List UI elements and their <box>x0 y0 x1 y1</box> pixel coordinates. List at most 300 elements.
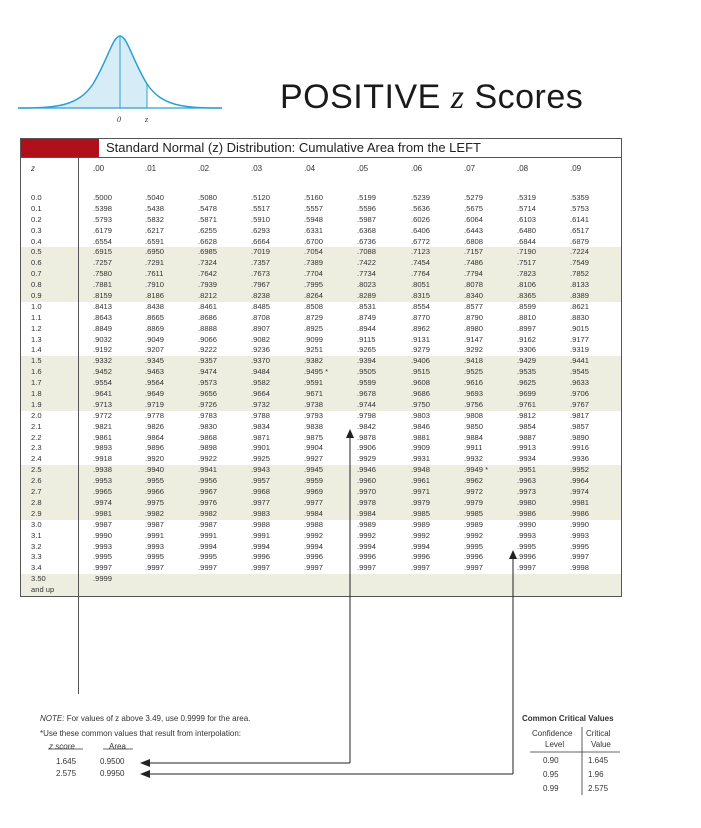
z-value-cell: 1.2 <box>31 323 42 333</box>
area-cell: .5793 <box>93 214 113 224</box>
area-cell: .9633 <box>570 378 590 388</box>
area-cell: .5120 <box>251 193 271 202</box>
area-cell: .9452 <box>93 367 113 377</box>
area-cell: .6628 <box>198 236 218 246</box>
area-cell: .8413 <box>93 301 113 311</box>
area-cell: .9996 <box>411 552 431 562</box>
area-cell: .9608 <box>411 378 431 388</box>
area-cell: .7157 <box>464 247 484 257</box>
area-cell: .6443 <box>464 225 484 235</box>
area-cell: .9997 <box>93 563 113 573</box>
area-cell: .9803 <box>411 410 431 420</box>
z-value-cell: 2.5 <box>31 465 42 475</box>
area-cell: .9699 <box>517 389 537 399</box>
area-cell: .9913 <box>517 443 537 453</box>
area-cell: .9306 <box>517 345 537 355</box>
area-cell: .9960 <box>357 476 377 486</box>
area-cell: .9979 <box>464 497 484 507</box>
area-cell: .9871 <box>251 432 271 442</box>
note-label: NOTE: <box>40 714 65 723</box>
note-line-1 <box>40 714 250 723</box>
area-cell: .7939 <box>198 280 218 290</box>
area-cell: .5199 <box>357 193 377 202</box>
area-cell: .9992 <box>411 530 431 540</box>
area-cell: .6255 <box>198 225 218 235</box>
area-cell: .8708 <box>251 312 271 322</box>
z-label: z <box>145 115 149 124</box>
z-value-cell: 0.9 <box>31 291 42 301</box>
area-cell: .7257 <box>93 258 113 268</box>
area-cell: .6915 <box>93 247 113 257</box>
area-cell: .9778 <box>145 410 165 420</box>
area-cell: .9981 <box>570 497 590 507</box>
area-cell: .8186 <box>145 291 165 301</box>
column-header: z <box>31 164 35 173</box>
area-cell: .8315 <box>411 291 431 301</box>
area-cell: .9505 <box>357 367 377 377</box>
area-cell: .7088 <box>357 247 377 257</box>
area-cell: .9535 <box>517 367 537 377</box>
column-header: .09 <box>570 164 582 173</box>
area-cell: .6179 <box>93 225 113 235</box>
area-cell: .9382 <box>304 356 324 366</box>
area-cell: .9115 <box>357 334 376 344</box>
area-cell: .8888 <box>198 323 218 333</box>
z-value-cell: 1.5 <box>31 356 42 366</box>
area-cell: .9996 <box>304 552 324 562</box>
area-cell: .9918 <box>93 454 113 464</box>
area-cell: .9846 <box>411 421 431 431</box>
area-cell: .9998 <box>570 563 590 573</box>
area-cell: .5596 <box>357 203 377 213</box>
area-cell: .9973 <box>517 487 537 497</box>
area-cell: .9582 <box>251 378 271 388</box>
area-cell: .9878 <box>357 432 377 442</box>
area-cell: .9808 <box>464 410 484 420</box>
area-cell: .9015 <box>570 323 590 333</box>
area-cell: .9948 <box>411 465 431 475</box>
area-cell: .9991 <box>145 530 165 540</box>
area-cell: .9817 <box>570 410 590 420</box>
area-cell: .9868 <box>198 432 218 442</box>
area-cell: .7224 <box>570 247 590 257</box>
z-value-cell: 0.8 <box>31 280 42 290</box>
area-cell: .5438 <box>145 203 165 213</box>
area-cell: .8997 <box>517 323 537 333</box>
area-cell: .8621 <box>570 301 590 311</box>
area-cell: .9963 <box>517 476 537 486</box>
z-value-cell: 1.8 <box>31 389 42 399</box>
area-cell: .9772 <box>93 410 113 420</box>
area-cell: .9980 <box>517 497 537 507</box>
area-cell: .9887 <box>517 432 537 442</box>
area-cell: .9987 <box>93 519 113 529</box>
area-cell: .8643 <box>93 312 113 322</box>
area-cell: .5160 <box>304 193 324 202</box>
area-cell: .7357 <box>251 258 271 268</box>
area-cell: .9995 <box>570 541 590 551</box>
area-cell: .9994 <box>198 541 218 551</box>
interp-area-1: 0.9500 <box>100 757 125 766</box>
area-cell: .9656 <box>198 389 218 399</box>
area-cell: .7995 <box>304 280 324 290</box>
area-cell: .9936 <box>570 454 590 464</box>
area-cell: .9969 <box>304 487 324 497</box>
area-cell: .9842 <box>357 421 377 431</box>
area-cell: .9993 <box>517 530 537 540</box>
area-cell: .9995 <box>517 541 537 551</box>
area-cell: .5239 <box>411 193 431 202</box>
area-cell: .9985 <box>464 508 484 518</box>
area-cell: .8962 <box>411 323 431 333</box>
area-cell: .9977 <box>251 497 271 507</box>
table-title: Standard Normal (z) Distribution: Cumulative Area from the LEFT <box>106 140 481 155</box>
area-cell: .9788 <box>251 410 271 420</box>
area-cell: .7910 <box>145 280 165 290</box>
column-header: .01 <box>145 164 157 173</box>
area-cell: .9564 <box>145 378 165 388</box>
area-cell: .9357 <box>198 356 218 366</box>
area-cell: .7549 <box>570 258 590 268</box>
z-value-cell: 2.8 <box>31 497 42 507</box>
area-cell: .6879 <box>570 236 590 246</box>
area-cell: .9222 <box>198 345 218 355</box>
area-cell: .9418 <box>464 356 484 366</box>
area-cell: .8830 <box>570 312 590 322</box>
z-value-cell: and up <box>31 585 55 595</box>
z-value-cell: 3.4 <box>31 563 42 573</box>
area-cell: .9952 <box>570 465 590 475</box>
area-cell: .9664 <box>251 389 271 399</box>
area-cell: .5753 <box>570 203 590 213</box>
area-cell: .7764 <box>411 269 431 279</box>
area-cell: .9265 <box>357 345 377 355</box>
column-header: .04 <box>304 164 316 173</box>
area-cell: .9949 * <box>464 465 489 475</box>
title-suffix: Scores <box>474 78 584 116</box>
area-cell: .7291 <box>145 258 165 268</box>
area-cell: .8531 <box>357 301 377 311</box>
area-cell: .5557 <box>304 203 324 213</box>
area-cell: .9207 <box>145 345 165 355</box>
z-value-cell: 0.6 <box>31 258 42 268</box>
area-cell: .8212 <box>198 291 218 301</box>
z-value-cell: 0.7 <box>31 269 42 279</box>
area-cell: .8023 <box>357 280 377 290</box>
area-cell: .9236 <box>251 345 271 355</box>
area-cell: .5832 <box>145 214 165 224</box>
interp-z-1: 1.645 <box>56 757 77 766</box>
area-cell: .9929 <box>357 454 377 464</box>
area-cell: .9671 <box>304 389 324 399</box>
area-cell: .9761 <box>517 399 537 409</box>
area-cell: .7517 <box>517 258 537 268</box>
area-cell: .9406 <box>411 356 431 366</box>
column-header: .08 <box>517 164 529 173</box>
area-cell: .9994 <box>251 541 271 551</box>
area-cell: .9988 <box>304 519 324 529</box>
area-cell: .9554 <box>93 378 113 388</box>
area-cell: .8944 <box>357 323 377 333</box>
z-value-cell: 1.3 <box>31 334 42 344</box>
area-cell: .9525 <box>464 367 484 377</box>
area-cell: .9987 <box>198 519 218 529</box>
area-cell: .9884 <box>464 432 484 442</box>
area-cell: .9985 <box>411 508 431 518</box>
area-cell: .9706 <box>570 389 590 399</box>
interp-header-area: Area <box>109 742 126 751</box>
area-cell: .9991 <box>251 530 271 540</box>
area-cell: .8577 <box>464 301 484 311</box>
area-cell: .9099 <box>304 334 324 344</box>
area-cell: .9984 <box>304 508 324 518</box>
area-cell: .7454 <box>411 258 431 268</box>
z-value-cell: 0.4 <box>31 236 42 246</box>
area-cell: .8238 <box>251 291 271 301</box>
area-cell: .9997 <box>517 563 537 573</box>
z-value-cell: 2.2 <box>31 432 42 442</box>
column-header: .07 <box>464 164 476 173</box>
area-cell: .6293 <box>251 225 271 235</box>
z-value-cell: 3.50 <box>31 574 46 584</box>
area-cell: .9875 <box>304 432 324 442</box>
area-cell: .9394 <box>357 356 377 366</box>
area-cell: .9989 <box>464 519 484 529</box>
area-cell: .9345 <box>145 356 165 366</box>
area-cell: .8810 <box>517 312 537 322</box>
area-cell: .7794 <box>464 269 484 279</box>
area-cell: .9984 <box>357 508 377 518</box>
area-cell: .8925 <box>304 323 324 333</box>
area-cell: .9793 <box>304 410 324 420</box>
area-cell: .9932 <box>464 454 484 464</box>
area-cell: .9957 <box>251 476 271 486</box>
area-cell: .8389 <box>570 291 590 301</box>
area-cell: .9826 <box>145 421 165 431</box>
area-cell: .9997 <box>304 563 324 573</box>
area-cell: .5000 <box>93 193 113 202</box>
area-cell: .5871 <box>198 214 218 224</box>
area-cell: .9082 <box>251 334 271 344</box>
area-cell: .9162 <box>517 334 537 344</box>
z-value-cell: 2.0 <box>31 410 42 420</box>
area-cell: .8485 <box>251 301 271 311</box>
crit-level-1: 0.90 <box>543 756 559 765</box>
area-cell: .9904 <box>304 443 324 453</box>
area-cell: .9719 <box>145 399 165 409</box>
area-cell: .9997 <box>357 563 377 573</box>
area-cell: .9938 <box>93 465 113 475</box>
area-cell: .8849 <box>93 323 113 333</box>
z-value-cell: 2.3 <box>31 443 42 453</box>
area-cell: .9989 <box>357 519 377 529</box>
z-value-cell: 1.6 <box>31 367 42 377</box>
area-cell: .9292 <box>464 345 484 355</box>
area-cell: .9854 <box>517 421 537 431</box>
area-cell: .9992 <box>357 530 377 540</box>
area-cell: .6700 <box>304 236 324 246</box>
crit-value-3: 2.575 <box>588 784 609 793</box>
area-cell: .8159 <box>93 291 113 301</box>
area-cell: .7190 <box>517 247 537 257</box>
area-cell: .9997 <box>251 563 271 573</box>
column-header: .02 <box>198 164 210 173</box>
z-value-cell: 2.4 <box>31 454 42 464</box>
area-cell: .8665 <box>145 312 165 322</box>
z-value-cell: 3.2 <box>31 541 42 551</box>
area-cell: .9990 <box>570 519 590 529</box>
area-cell: .9991 <box>198 530 218 540</box>
area-cell: .9649 <box>145 389 165 399</box>
area-cell: .9962 <box>464 476 484 486</box>
area-cell: .9982 <box>198 508 218 518</box>
area-cell: .9545 <box>570 367 590 377</box>
area-cell: .9983 <box>251 508 271 518</box>
area-cell: .9738 <box>304 399 324 409</box>
area-cell: .9857 <box>570 421 590 431</box>
area-cell: .9995 <box>198 552 218 562</box>
area-cell: .9996 <box>251 552 271 562</box>
area-cell: .6950 <box>145 247 165 257</box>
area-cell: .9783 <box>198 410 218 420</box>
area-cell: .6554 <box>93 236 113 246</box>
area-cell: .9965 <box>93 487 113 497</box>
area-cell: .7054 <box>304 247 324 257</box>
area-cell: .5517 <box>251 203 271 213</box>
area-cell: .9767 <box>570 399 590 409</box>
area-cell: .9993 <box>570 530 590 540</box>
area-cell: .8749 <box>357 312 377 322</box>
area-cell: .9591 <box>304 378 324 388</box>
area-cell: .9986 <box>517 508 537 518</box>
area-cell: .7389 <box>304 258 324 268</box>
area-cell: .9968 <box>251 487 271 497</box>
area-cell: .9893 <box>93 443 113 453</box>
area-cell: .9251 <box>304 345 324 355</box>
area-cell: .9693 <box>464 389 484 399</box>
area-cell: .5080 <box>198 193 218 202</box>
z-value-cell: 2.6 <box>31 476 42 486</box>
area-cell: .6517 <box>570 225 590 235</box>
area-cell: .8340 <box>464 291 484 301</box>
area-cell: .9966 <box>145 487 165 497</box>
area-cell: .9922 <box>198 454 218 464</box>
area-cell: .5636 <box>411 203 431 213</box>
area-cell: .9997 <box>570 552 590 562</box>
area-cell: .9976 <box>198 497 218 507</box>
area-cell: .7823 <box>517 269 537 279</box>
area-cell: .5948 <box>304 214 324 224</box>
area-cell: .9971 <box>411 487 431 497</box>
column-header: .05 <box>357 164 369 173</box>
area-cell: .9726 <box>198 399 218 409</box>
area-cell: .8264 <box>304 291 324 301</box>
z-value-cell: 1.4 <box>31 345 42 355</box>
area-cell: .9988 <box>251 519 271 529</box>
area-cell: .9990 <box>93 530 113 540</box>
area-cell: .9934 <box>517 454 537 464</box>
area-cell: .9744 <box>357 399 377 409</box>
area-cell: .9951 <box>517 465 537 475</box>
area-cell: .9997 <box>198 563 218 573</box>
area-cell: .9834 <box>251 421 271 431</box>
area-cell: .8106 <box>517 280 537 290</box>
crit-header-val-1: Critical <box>586 729 611 738</box>
area-cell: .8686 <box>198 312 218 322</box>
note-text: For values of z above 3.49, use 0.9999 for the area. <box>66 714 251 723</box>
area-cell: .9989 <box>411 519 431 529</box>
area-cell: .9979 <box>411 497 431 507</box>
area-cell: .8289 <box>357 291 377 301</box>
note-line-2: *Use these common values that result from interpolation: <box>40 729 241 738</box>
area-cell: .9686 <box>411 389 431 399</box>
area-cell: .7852 <box>570 269 590 279</box>
area-cell: .7673 <box>251 269 271 279</box>
area-cell: .5675 <box>464 203 484 213</box>
interp-header-z: z score <box>49 742 75 751</box>
area-cell: .9901 <box>251 443 271 453</box>
zero-label: 0 <box>117 115 121 124</box>
area-cell: .8438 <box>145 301 165 311</box>
crit-value-1: 1.645 <box>588 756 609 765</box>
area-cell: .9986 <box>570 508 590 518</box>
area-cell: .9961 <box>411 476 431 486</box>
area-cell: .9896 <box>145 443 165 453</box>
area-cell: .9994 <box>411 541 431 551</box>
area-cell: .7642 <box>198 269 218 279</box>
area-cell: .6772 <box>411 236 431 246</box>
area-cell: .5910 <box>251 214 271 224</box>
area-cell: .6141 <box>570 214 590 224</box>
area-cell: .9441 <box>570 356 590 366</box>
area-cell: .9756 <box>464 399 484 409</box>
area-cell: .9798 <box>357 410 377 420</box>
area-cell: .6480 <box>517 225 537 235</box>
z-value-cell: 1.1 <box>31 312 42 322</box>
area-cell: .9066 <box>198 334 218 344</box>
area-cell: .9964 <box>570 476 590 486</box>
area-cell: .9906 <box>357 443 377 453</box>
area-cell: .9993 <box>93 541 113 551</box>
area-cell: .6026 <box>411 214 431 224</box>
area-cell: .9881 <box>411 432 431 442</box>
area-cell: .6103 <box>517 214 537 224</box>
area-cell: .9995 <box>145 552 165 562</box>
area-cell: .9177 <box>570 334 590 344</box>
area-cell: .6406 <box>411 225 431 235</box>
area-cell: .8078 <box>464 280 484 290</box>
critical-values-title: Common Critical Values <box>522 714 614 723</box>
area-cell: .9992 <box>464 530 484 540</box>
crit-level-3: 0.99 <box>543 784 559 793</box>
area-cell: .9131 <box>411 334 431 344</box>
area-cell: .9474 <box>198 367 218 377</box>
z-value-cell: 3.1 <box>31 530 42 540</box>
area-cell: .6217 <box>145 225 165 235</box>
area-cell: .8907 <box>251 323 271 333</box>
area-cell: .9429 <box>517 356 537 366</box>
area-cell: .7967 <box>251 280 271 290</box>
column-header: .03 <box>251 164 263 173</box>
area-cell: .9941 <box>198 465 218 475</box>
area-cell: .9678 <box>357 389 377 399</box>
area-cell: .7019 <box>251 247 271 257</box>
area-cell: .9967 <box>198 487 218 497</box>
area-cell: .9994 <box>304 541 324 551</box>
area-cell: .8869 <box>145 323 165 333</box>
z-value-cell: 0.5 <box>31 247 42 257</box>
area-cell: .8365 <box>517 291 537 301</box>
